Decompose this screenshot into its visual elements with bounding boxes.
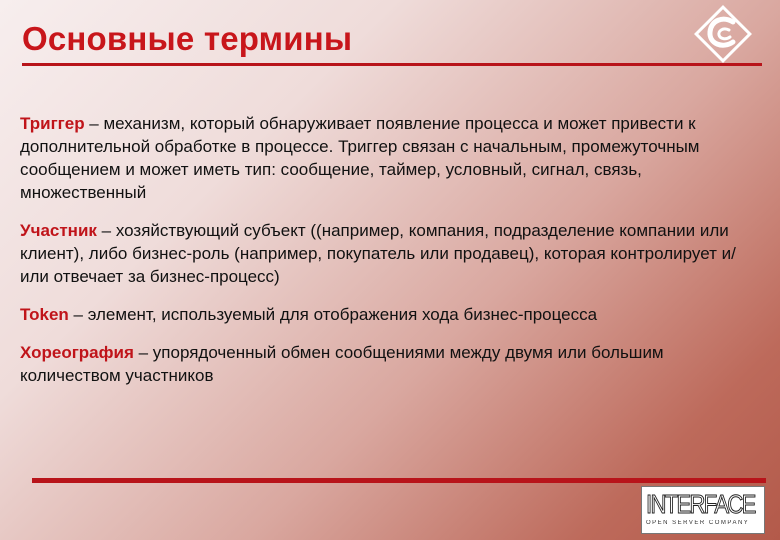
term-name: Хореография [20, 343, 134, 362]
term-choreography [20, 341, 760, 387]
term-name: Участник [20, 221, 97, 240]
terms-list [20, 112, 760, 402]
term-definition: – хозяйствующий субъект ((например, компания, подразделение компании или клиент), либо бизнес-роль (например, покупатель или продавец), которая контролирует и/или отвечает за бизнес-процесс) [20, 221, 736, 286]
term-definition: – механизм, который обнаруживает появление процесса и может привести к дополнительной обработке в процессе. Триггер связан с начальным, промежуточным сообщением и может иметь тип: сообщение, таймер, условный, сигнал, связь, множественный [20, 114, 700, 202]
term-name: Token [20, 305, 69, 324]
term-trigger [20, 112, 760, 204]
term-participant [20, 219, 760, 288]
term-definition: – упорядоченный обмен сообщениями между двумя или большим количеством участников [20, 343, 664, 385]
interface-swirl-icon [693, 4, 753, 64]
interface-logo [641, 486, 765, 534]
footer-divider [32, 478, 766, 483]
term-token [20, 303, 760, 326]
brand-name: INTERFACE [646, 489, 755, 519]
term-name: Триггер [20, 114, 85, 133]
slide-title: Основные термины [22, 20, 353, 57]
term-definition: – элемент, используемый для отображения хода бизнес-процесса [68, 305, 598, 324]
brand-tagline: OPEN SERVER COMPANY [646, 520, 750, 526]
title-divider [22, 63, 762, 66]
